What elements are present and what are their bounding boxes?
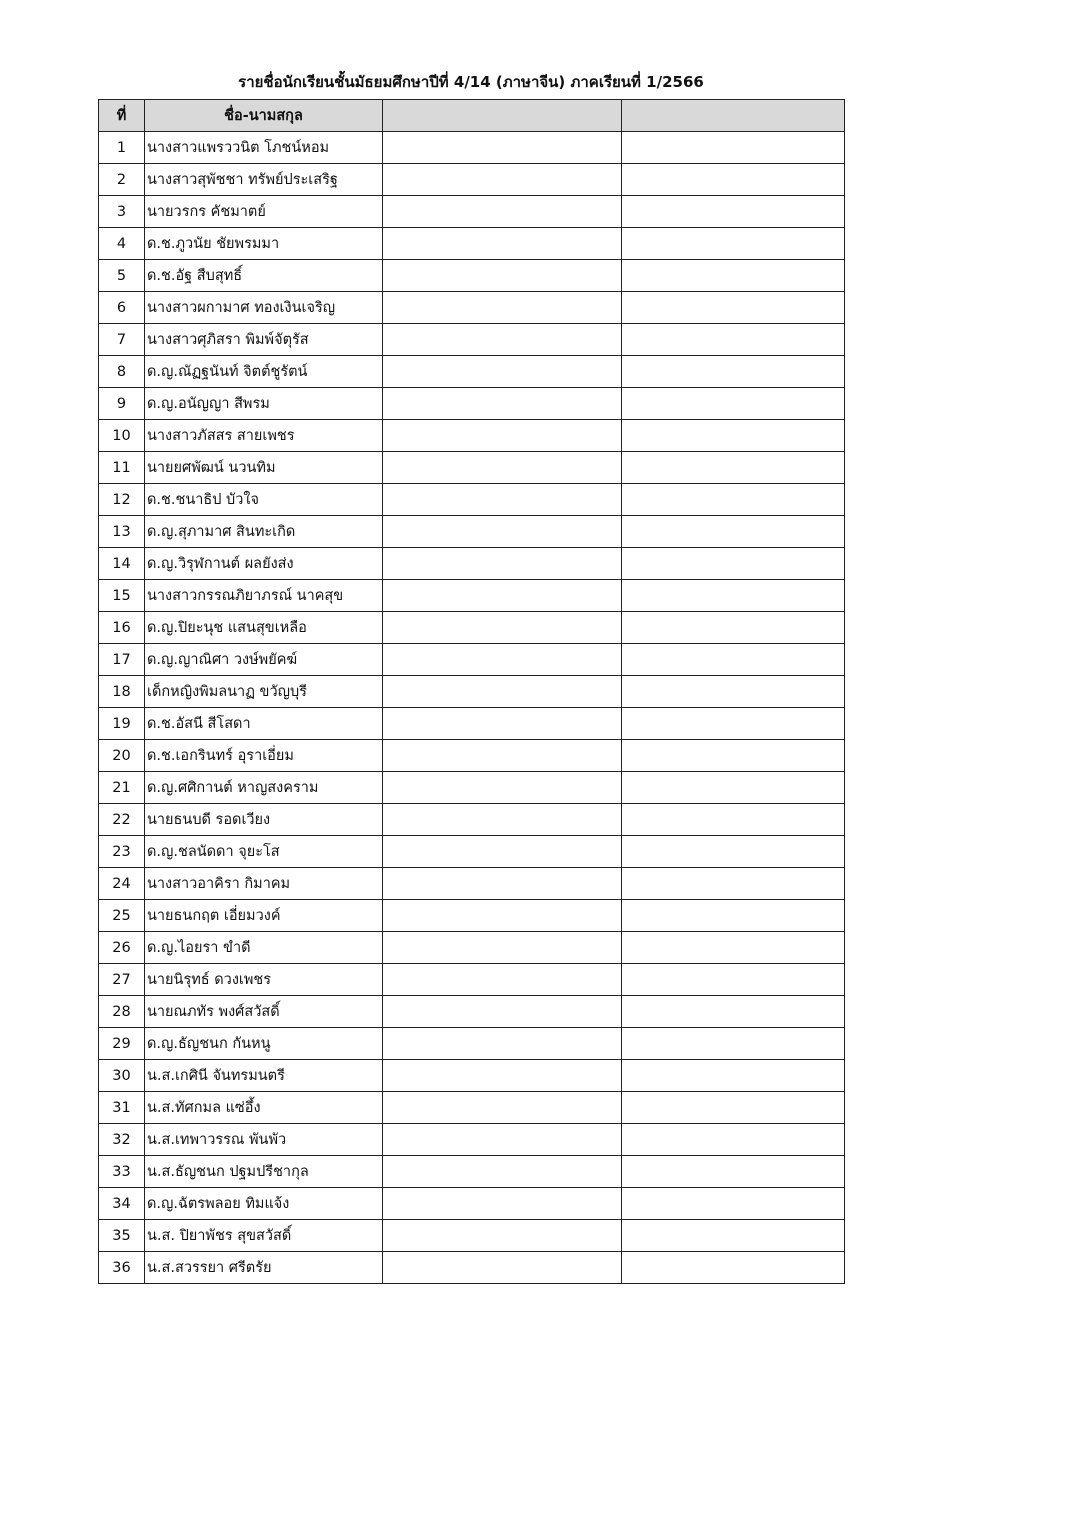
table-row [99, 644, 845, 676]
empty-cell [383, 996, 622, 1028]
table-row [99, 452, 845, 484]
row-number: 4 [99, 228, 145, 260]
row-number: 32 [99, 1124, 145, 1156]
empty-cell [383, 324, 622, 356]
row-number: 21 [99, 772, 145, 804]
empty-cell [383, 516, 622, 548]
student-name: ด.ญ.ธัญชนก กันหนู [145, 1028, 383, 1060]
student-name: นางสาวศุภิสรา พิมพ์จัตุรัส [145, 324, 383, 356]
empty-cell [383, 1028, 622, 1060]
empty-cell [622, 420, 845, 452]
row-number: 11 [99, 452, 145, 484]
student-name: นายนิรุทธ์ ดวงเพชร [145, 964, 383, 996]
student-name: น.ส.เทพาวรรณ พันพัว [145, 1124, 383, 1156]
empty-cell [622, 292, 845, 324]
row-number: 12 [99, 484, 145, 516]
student-name: ด.ช.เอกรินทร์ อุราเอี่ยม [145, 740, 383, 772]
row-number: 28 [99, 996, 145, 1028]
table-row [99, 708, 845, 740]
empty-cell [383, 580, 622, 612]
table-row [99, 804, 845, 836]
table-row [99, 164, 845, 196]
empty-cell [383, 836, 622, 868]
empty-cell [383, 1188, 622, 1220]
row-number: 13 [99, 516, 145, 548]
table-row [99, 196, 845, 228]
student-name: น.ส.ธัญชนก ปฐมปรีชากุล [145, 1156, 383, 1188]
row-number: 25 [99, 900, 145, 932]
empty-cell [622, 1092, 845, 1124]
student-name: นางสาวแพรววนิต โภชน์หอม [145, 132, 383, 164]
table-row [99, 900, 845, 932]
student-name: ด.ญ.สุภามาศ สินทะเกิด [145, 516, 383, 548]
row-number: 23 [99, 836, 145, 868]
student-name: ด.ญ.ฉัตรพลอย ทิมแจ้ง [145, 1188, 383, 1220]
student-name: ด.ช.อัฐ สืบสุทธิ์ [145, 260, 383, 292]
empty-cell [383, 676, 622, 708]
empty-cell [622, 356, 845, 388]
empty-cell [383, 612, 622, 644]
student-name: ด.ญ.อนัญญา สีพรม [145, 388, 383, 420]
empty-cell [622, 388, 845, 420]
empty-cell [622, 260, 845, 292]
empty-cell [383, 932, 622, 964]
row-number: 7 [99, 324, 145, 356]
row-number: 15 [99, 580, 145, 612]
empty-cell [383, 356, 622, 388]
row-number: 14 [99, 548, 145, 580]
row-number: 26 [99, 932, 145, 964]
empty-cell [383, 548, 622, 580]
empty-cell [622, 612, 845, 644]
empty-cell [622, 580, 845, 612]
empty-cell [622, 132, 845, 164]
table-row [99, 356, 845, 388]
empty-cell [622, 1252, 845, 1284]
student-name: ด.ญ.ไอยรา ขำดี [145, 932, 383, 964]
empty-cell [383, 388, 622, 420]
empty-cell [622, 324, 845, 356]
table-row [99, 740, 845, 772]
row-number: 27 [99, 964, 145, 996]
empty-cell [622, 548, 845, 580]
table-row [99, 868, 845, 900]
table-row [99, 1028, 845, 1060]
row-number: 20 [99, 740, 145, 772]
empty-cell [622, 996, 845, 1028]
empty-cell [383, 1220, 622, 1252]
student-name: นายธนบดี รอดเวียง [145, 804, 383, 836]
table-row [99, 324, 845, 356]
header-extra-2 [622, 100, 845, 132]
header-extra-1 [383, 100, 622, 132]
empty-cell [622, 932, 845, 964]
student-roster-table [98, 99, 845, 1284]
row-number: 1 [99, 132, 145, 164]
empty-cell [622, 1156, 845, 1188]
row-number: 29 [99, 1028, 145, 1060]
student-name: ด.ญ.ศศิกานต์ หาญสงคราม [145, 772, 383, 804]
table-row [99, 1156, 845, 1188]
empty-cell [622, 804, 845, 836]
header-no: ที่ [99, 100, 145, 132]
table-row [99, 484, 845, 516]
row-number: 10 [99, 420, 145, 452]
empty-cell [622, 772, 845, 804]
student-name: เด็กหญิงพิมลนาฏ ขวัญบุรี [145, 676, 383, 708]
empty-cell [622, 964, 845, 996]
table-row [99, 1124, 845, 1156]
table-row [99, 612, 845, 644]
table-row [99, 580, 845, 612]
student-name: นางสาวสุพัชชา ทรัพย์ประเสริฐ [145, 164, 383, 196]
student-name: ด.ช.อัสนี สีโสดา [145, 708, 383, 740]
empty-cell [622, 644, 845, 676]
empty-cell [383, 260, 622, 292]
table-row [99, 1092, 845, 1124]
table-row [99, 292, 845, 324]
student-name: ด.ญ.ชลนัดดา จุยะโส [145, 836, 383, 868]
table-row [99, 388, 845, 420]
row-number: 35 [99, 1220, 145, 1252]
student-name: นายวรกร คัชมาตย์ [145, 196, 383, 228]
empty-cell [622, 228, 845, 260]
row-number: 9 [99, 388, 145, 420]
empty-cell [383, 772, 622, 804]
empty-cell [622, 836, 845, 868]
empty-cell [383, 292, 622, 324]
table-row [99, 772, 845, 804]
student-name: นายณภทัร พงศ์สวัสดิ์ [145, 996, 383, 1028]
table-row [99, 964, 845, 996]
row-number: 36 [99, 1252, 145, 1284]
student-name: นายยศพัฒน์ นวนทิม [145, 452, 383, 484]
row-number: 22 [99, 804, 145, 836]
student-name: นางสาวอาคิรา กิมาคม [145, 868, 383, 900]
row-number: 5 [99, 260, 145, 292]
table-row [99, 1060, 845, 1092]
empty-cell [383, 484, 622, 516]
table-row [99, 996, 845, 1028]
empty-cell [622, 196, 845, 228]
row-number: 34 [99, 1188, 145, 1220]
empty-cell [383, 644, 622, 676]
empty-cell [383, 1156, 622, 1188]
empty-cell [383, 1092, 622, 1124]
table-row [99, 516, 845, 548]
row-number: 6 [99, 292, 145, 324]
empty-cell [383, 196, 622, 228]
table-row [99, 548, 845, 580]
row-number: 19 [99, 708, 145, 740]
empty-cell [622, 452, 845, 484]
table-row [99, 932, 845, 964]
empty-cell [383, 868, 622, 900]
student-name: นางสาวภัสสร สายเพชร [145, 420, 383, 452]
student-name: น.ส.ทัศกมล แซ่อึ้ง [145, 1092, 383, 1124]
row-number: 3 [99, 196, 145, 228]
student-name: น.ส. ปิยาพัชร สุขสวัสดิ์ [145, 1220, 383, 1252]
table-row [99, 836, 845, 868]
empty-cell [622, 1220, 845, 1252]
empty-cell [383, 964, 622, 996]
empty-cell [383, 452, 622, 484]
empty-cell [383, 804, 622, 836]
empty-cell [383, 1060, 622, 1092]
empty-cell [383, 900, 622, 932]
empty-cell [622, 516, 845, 548]
table-body [99, 132, 845, 1284]
empty-cell [622, 868, 845, 900]
empty-cell [383, 1252, 622, 1284]
empty-cell [383, 132, 622, 164]
student-name: ด.ญ.ญาณิศา วงษ์พยัคฆ์ [145, 644, 383, 676]
empty-cell [383, 164, 622, 196]
student-name: ด.ญ.ปิยะนุช แสนสุขเหลือ [145, 612, 383, 644]
table-header-row [99, 100, 845, 132]
row-number: 17 [99, 644, 145, 676]
table-row [99, 420, 845, 452]
row-number: 30 [99, 1060, 145, 1092]
table-row [99, 1188, 845, 1220]
empty-cell [383, 228, 622, 260]
empty-cell [622, 900, 845, 932]
table-row [99, 228, 845, 260]
page-title: รายชื่อนักเรียนชั้นมัธยมศึกษาปีที่ 4/14 (ภาษาจีน) ภาคเรียนที่ 1/2566 [238, 73, 704, 91]
row-number: 31 [99, 1092, 145, 1124]
empty-cell [622, 484, 845, 516]
table-row [99, 1220, 845, 1252]
empty-cell [383, 708, 622, 740]
student-name: ด.ช.ภูวนัย ชัยพรมมา [145, 228, 383, 260]
student-name: น.ส.เกศินี จันทรมนตรี [145, 1060, 383, 1092]
empty-cell [622, 1124, 845, 1156]
student-name: นายธนกฤต เอี่ยมวงค์ [145, 900, 383, 932]
empty-cell [622, 1060, 845, 1092]
table-row [99, 132, 845, 164]
row-number: 16 [99, 612, 145, 644]
row-number: 8 [99, 356, 145, 388]
empty-cell [622, 1028, 845, 1060]
student-name: นางสาวผกามาศ ทองเงินเจริญ [145, 292, 383, 324]
empty-cell [383, 420, 622, 452]
student-name: น.ส.สวรรยา ศรีตรัย [145, 1252, 383, 1284]
empty-cell [383, 1124, 622, 1156]
row-number: 18 [99, 676, 145, 708]
student-name: ด.ญ.ณัฏฐนันท์ จิตต์ชูรัตน์ [145, 356, 383, 388]
table-row [99, 260, 845, 292]
student-name: ด.ญ.วิรุฬกานต์ ผลยังส่ง [145, 548, 383, 580]
student-name: ด.ช.ชนาธิป บัวใจ [145, 484, 383, 516]
empty-cell [622, 676, 845, 708]
empty-cell [622, 1188, 845, 1220]
row-number: 2 [99, 164, 145, 196]
row-number: 33 [99, 1156, 145, 1188]
table-row [99, 1252, 845, 1284]
row-number: 24 [99, 868, 145, 900]
student-name: นางสาวกรรณภิยาภรณ์ นาคสุข [145, 580, 383, 612]
empty-cell [622, 740, 845, 772]
empty-cell [383, 740, 622, 772]
header-name: ชื่อ-นามสกุล [145, 100, 383, 132]
empty-cell [622, 164, 845, 196]
empty-cell [622, 708, 845, 740]
table-row [99, 676, 845, 708]
